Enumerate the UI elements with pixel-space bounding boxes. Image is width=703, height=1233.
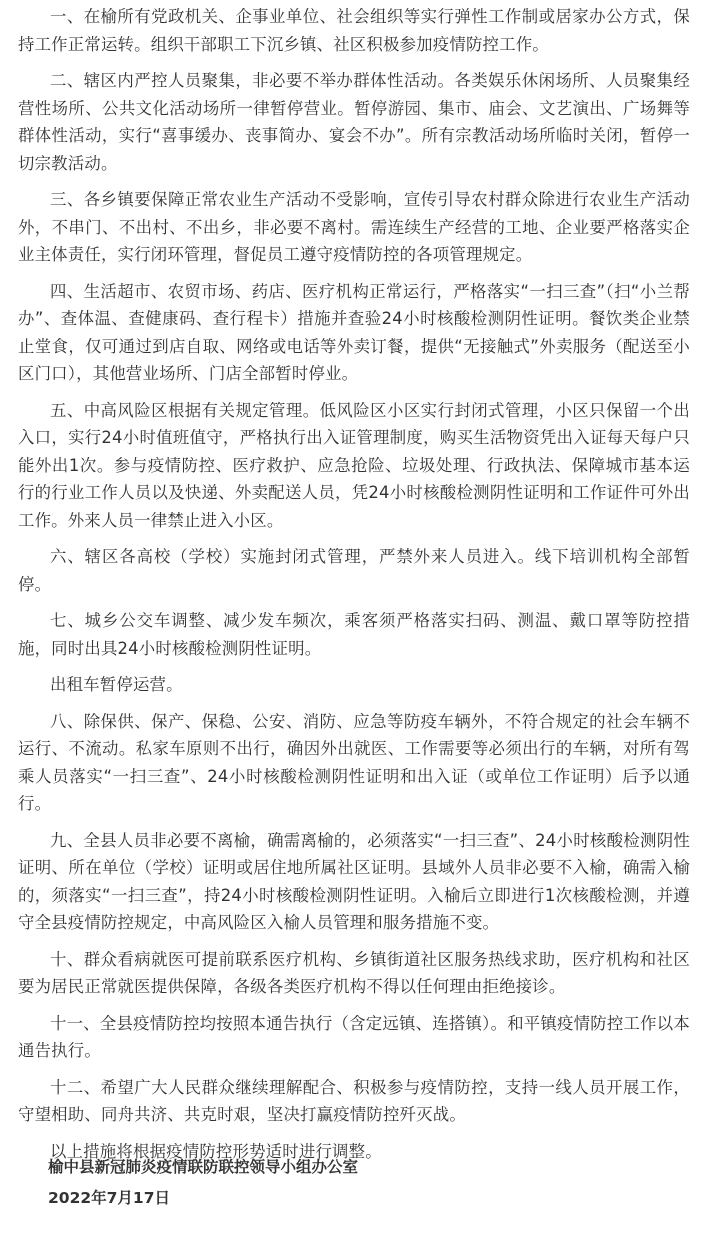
- paragraph-1: 一、在榆所有党政机关、企事业单位、社会组织等实行弹性工作制或居家办公方式，保持工作正常运转。组织干部职工下沉乡镇、社区积极参加疫情防控工作。: [18, 7, 690, 54]
- paragraph-11: 十一、全县疫情防控均按照本通告执行（含定远镇、连搭镇）。和平镇疫情防控工作以本通告执行。: [18, 1013, 690, 1060]
- notice-body: [18, 0, 690, 1174]
- paragraph-9: 九、全县人员非必要不离榆，确需离榆的，必须落实“一扫三查”、24小时核酸检测阴性证明、所在单位（学校）证明或居住地所属社区证明。县域外人员非必要不入榆，确需入榆的，须落实“一扫三查”，持24小时核酸检测阴性证明。入榆后立即进行1次核酸检测，并遵守全县疫情防控规定，中高风险区入榆人员管理和服务措施不变。: [18, 830, 690, 932]
- paragraph-4: 四、生活超市、农贸市场、药店、医疗机构正常运行，严格落实“一扫三查”（扫“小兰帮办”、查体温、查健康码、查行程卡）措施并查验24小时核酸检测阴性证明。餐饮类企业禁止堂食，仅可通过到店自取、网络或电话等外卖订餐，提供“无接触式”外卖服务（配送至小区门口），其他营业场所、门店全部暂时停业。: [18, 281, 690, 383]
- paragraph-6: 六、辖区各高校（学校）实施封闭式管理，严禁外来人员进入。线下培训机构全部暂停。: [18, 547, 690, 594]
- paragraph-12: 十二、希望广大人民群众继续理解配合、积极参与疫情防控，支持一线人员开展工作，守望相助、同舟共济、共克时艰，坚决打赢疫情防控歼灭战。: [18, 1077, 690, 1124]
- paragraph-8: 八、除保供、保产、保稳、公安、消防、应急等防疫车辆外，不符合规定的社会车辆不运行、不流动。私家车原则不出行，确因外出就医、工作需要等必须出行的车辆，对所有驾乘人员落实“一扫三查”、24小时核酸检测阴性证明和出入证（或单位工作证明）后予以通行。: [18, 711, 690, 813]
- paragraph-taxi: 出租车暂停运营。: [50, 675, 183, 694]
- paragraph-10: 十、群众看病就医可提前联系医疗机构、乡镇街道社区服务热线求助，医疗机构和社区要为居民正常就医提供保障，各级各类医疗机构不得以任何理由拒绝接诊。: [18, 949, 690, 996]
- signature-block: [48, 1152, 358, 1214]
- issuer-name: 榆中县新冠肺炎疫情联防联控领导小组办公室: [48, 1158, 359, 1176]
- issue-date: 2022年7月17日: [48, 1189, 170, 1207]
- paragraph-closing: 以上措施将根据疫情防控形势适时进行调整。: [50, 1141, 382, 1161]
- paragraph-3: 三、各乡镇要保障正常农业生产活动不受影响，宣传引导农村群众除进行农业生产活动外，不串门、不出村、不出乡，非必要不离村。需连续生产经营的工地、企业要严格落实企业主体责任，实行闭环管理，督促员工遵守疫情防控的各项管理规定。: [18, 190, 690, 264]
- paragraph-7: 七、城乡公交车调整、减少发车频次，乘客须严格落实扫码、测温、戴口罩等防控措施，同时出具24小时核酸检测阴性证明。: [18, 611, 690, 658]
- paragraph-2: 二、辖区内严控人员聚集，非必要不举办群体性活动。各类娱乐休闲场所、人员聚集经营性场所、公共文化活动场所一律暂停营业。暂停游园、集市、庙会、文艺演出、广场舞等群体性活动，实行“喜事缓办、丧事简办、宴会不办”。所有宗教活动场所临时关闭，暂停一切宗教活动。: [18, 71, 690, 173]
- paragraph-5: 五、中高风险区根据有关规定管理。低风险区小区实行封闭式管理，小区只保留一个出入口，实行24小时值班值守，严格执行出入证管理制度，购买生活物资凭出入证每天每户只能外出1次。参与疫情防控、医疗救护、应急抢险、垃圾处理、行政执法、保障城市基本运行的行业工作人员以及快递、外卖配送人员，凭24小时核酸检测阴性证明和工作证件可外出工作。外来人员一律禁止进入小区。: [18, 400, 690, 530]
